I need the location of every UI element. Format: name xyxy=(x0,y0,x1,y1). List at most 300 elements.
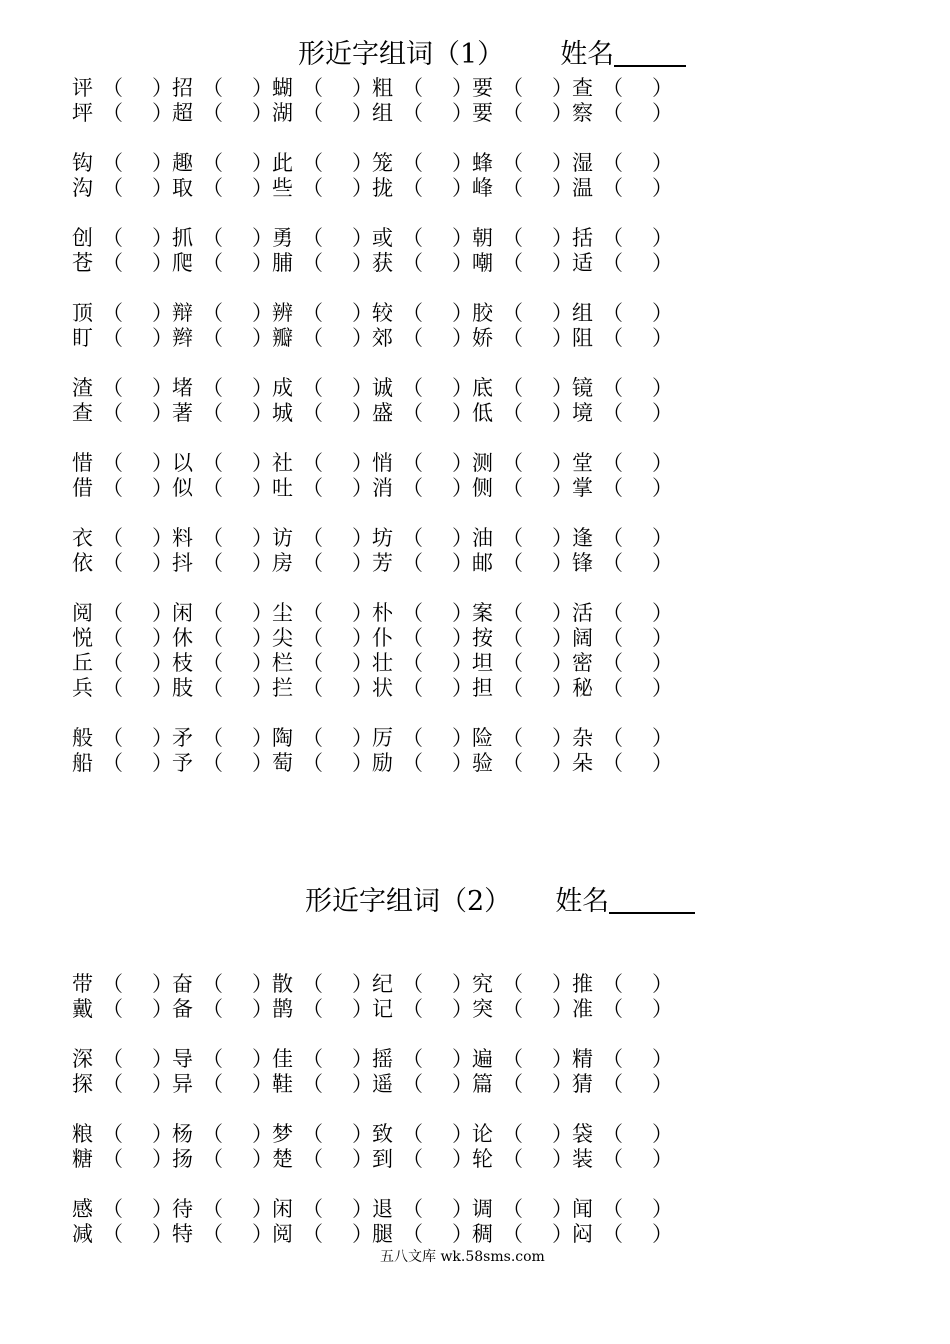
character: 超 xyxy=(172,101,193,125)
character: 肢 xyxy=(172,676,193,700)
answer-open-paren: （ xyxy=(602,301,623,325)
answer-close-paren: ） xyxy=(152,226,173,250)
character: 社 xyxy=(272,451,293,475)
answer-open-paren: （ xyxy=(602,1122,623,1146)
character: 枝 xyxy=(172,651,193,675)
character: 轮 xyxy=(472,1147,493,1171)
character: 担 xyxy=(472,676,493,700)
answer-open-paren: （ xyxy=(102,972,123,996)
answer-close-paren: ） xyxy=(152,601,173,625)
character: 闲 xyxy=(172,601,193,625)
character: 组 xyxy=(372,101,393,125)
character: 组 xyxy=(572,301,593,325)
answer-close-paren: ） xyxy=(452,972,473,996)
answer-open-paren: （ xyxy=(402,651,423,675)
answer-open-paren: （ xyxy=(402,1122,423,1146)
answer-open-paren: （ xyxy=(202,476,223,500)
character: 楚 xyxy=(272,1147,293,1171)
answer-close-paren: ） xyxy=(452,451,473,475)
answer-open-paren: （ xyxy=(202,726,223,750)
answer-close-paren: ） xyxy=(652,1222,673,1246)
answer-open-paren: （ xyxy=(102,651,123,675)
answer-close-paren: ） xyxy=(452,301,473,325)
answer-close-paren: ） xyxy=(152,1047,173,1071)
answer-open-paren: （ xyxy=(402,1197,423,1221)
character: 堵 xyxy=(172,376,193,400)
answer-open-paren: （ xyxy=(602,1147,623,1171)
answer-close-paren: ） xyxy=(152,1222,173,1246)
character: 坦 xyxy=(472,651,493,675)
answer-open-paren: （ xyxy=(102,76,123,100)
character: 验 xyxy=(472,751,493,775)
character: 依 xyxy=(72,551,93,575)
answer-close-paren: ） xyxy=(652,1197,673,1221)
character: 借 xyxy=(72,476,93,500)
section-1-name-blank[interactable] xyxy=(614,39,686,67)
answer-open-paren: （ xyxy=(602,226,623,250)
answer-close-paren: ） xyxy=(352,151,373,175)
answer-close-paren: ） xyxy=(452,376,473,400)
character: 察 xyxy=(572,101,593,125)
answer-open-paren: （ xyxy=(302,601,323,625)
character: 抓 xyxy=(172,226,193,250)
answer-open-paren: （ xyxy=(602,451,623,475)
character: 丘 xyxy=(72,651,93,675)
character: 消 xyxy=(372,476,393,500)
answer-close-paren: ） xyxy=(252,101,273,125)
answer-close-paren: ） xyxy=(652,526,673,550)
character: 陶 xyxy=(272,726,293,750)
character: 记 xyxy=(372,997,393,1021)
answer-close-paren: ） xyxy=(352,601,373,625)
character: 创 xyxy=(72,226,93,250)
answer-close-paren: ） xyxy=(252,551,273,575)
answer-open-paren: （ xyxy=(502,726,523,750)
answer-close-paren: ） xyxy=(552,551,573,575)
character: 活 xyxy=(572,601,593,625)
footer-watermark: 五八文库 wk.58sms.com xyxy=(380,1249,545,1265)
answer-close-paren: ） xyxy=(252,1047,273,1071)
character: 郊 xyxy=(372,326,393,350)
answer-close-paren: ） xyxy=(152,1147,173,1171)
answer-open-paren: （ xyxy=(402,751,423,775)
character: 笼 xyxy=(372,151,393,175)
answer-open-paren: （ xyxy=(202,676,223,700)
section-2-name-blank[interactable] xyxy=(609,886,695,914)
character: 吐 xyxy=(272,476,293,500)
answer-open-paren: （ xyxy=(602,751,623,775)
character: 著 xyxy=(172,401,193,425)
answer-open-paren: （ xyxy=(402,997,423,1021)
answer-open-paren: （ xyxy=(202,1222,223,1246)
character: 似 xyxy=(172,476,193,500)
answer-close-paren: ） xyxy=(252,526,273,550)
answer-close-paren: ） xyxy=(352,1147,373,1171)
answer-close-paren: ） xyxy=(352,251,373,275)
character: 梦 xyxy=(272,1122,293,1146)
answer-open-paren: （ xyxy=(302,526,323,550)
answer-open-paren: （ xyxy=(602,972,623,996)
answer-open-paren: （ xyxy=(502,751,523,775)
character: 辩 xyxy=(172,301,193,325)
character: 城 xyxy=(272,401,293,425)
answer-close-paren: ） xyxy=(652,151,673,175)
answer-close-paren: ） xyxy=(352,1197,373,1221)
answer-close-paren: ） xyxy=(452,1047,473,1071)
character: 特 xyxy=(172,1222,193,1246)
answer-open-paren: （ xyxy=(302,1122,323,1146)
answer-close-paren: ） xyxy=(652,676,673,700)
answer-open-paren: （ xyxy=(202,401,223,425)
character: 勇 xyxy=(272,226,293,250)
answer-close-paren: ） xyxy=(352,1222,373,1246)
answer-open-paren: （ xyxy=(102,226,123,250)
character: 闻 xyxy=(572,1197,593,1221)
character: 粗 xyxy=(372,76,393,100)
character: 阔 xyxy=(572,626,593,650)
character: 矛 xyxy=(172,726,193,750)
answer-close-paren: ） xyxy=(252,451,273,475)
answer-open-paren: （ xyxy=(202,751,223,775)
character: 湿 xyxy=(572,151,593,175)
answer-open-paren: （ xyxy=(602,376,623,400)
answer-close-paren: ） xyxy=(452,1147,473,1171)
character: 纪 xyxy=(372,972,393,996)
character: 杨 xyxy=(172,1122,193,1146)
answer-close-paren: ） xyxy=(152,301,173,325)
answer-close-paren: ） xyxy=(452,1222,473,1246)
character: 突 xyxy=(472,997,493,1021)
answer-open-paren: （ xyxy=(102,251,123,275)
character: 朴 xyxy=(372,601,393,625)
answer-close-paren: ） xyxy=(552,451,573,475)
answer-close-paren: ） xyxy=(152,476,173,500)
answer-open-paren: （ xyxy=(202,176,223,200)
answer-open-paren: （ xyxy=(302,751,323,775)
answer-open-paren: （ xyxy=(502,997,523,1021)
answer-close-paren: ） xyxy=(452,651,473,675)
answer-close-paren: ） xyxy=(152,551,173,575)
answer-open-paren: （ xyxy=(602,76,623,100)
character: 湖 xyxy=(272,101,293,125)
character: 闲 xyxy=(272,1197,293,1221)
answer-open-paren: （ xyxy=(202,226,223,250)
answer-open-paren: （ xyxy=(202,526,223,550)
character: 适 xyxy=(572,251,593,275)
character: 坪 xyxy=(72,101,93,125)
character: 逢 xyxy=(572,526,593,550)
answer-close-paren: ） xyxy=(352,326,373,350)
character: 要 xyxy=(472,101,493,125)
answer-close-paren: ） xyxy=(452,526,473,550)
answer-close-paren: ） xyxy=(252,651,273,675)
answer-close-paren: ） xyxy=(352,376,373,400)
answer-close-paren: ） xyxy=(652,972,673,996)
answer-close-paren: ） xyxy=(552,401,573,425)
answer-open-paren: （ xyxy=(602,476,623,500)
answer-open-paren: （ xyxy=(202,972,223,996)
answer-open-paren: （ xyxy=(602,676,623,700)
answer-open-paren: （ xyxy=(502,76,523,100)
answer-close-paren: ） xyxy=(152,1072,173,1096)
answer-open-paren: （ xyxy=(402,76,423,100)
answer-open-paren: （ xyxy=(202,451,223,475)
character: 尘 xyxy=(272,601,293,625)
answer-close-paren: ） xyxy=(352,476,373,500)
answer-close-paren: ） xyxy=(452,151,473,175)
answer-close-paren: ） xyxy=(152,101,173,125)
answer-close-paren: ） xyxy=(452,626,473,650)
answer-close-paren: ） xyxy=(252,476,273,500)
character: 朵 xyxy=(572,751,593,775)
answer-close-paren: ） xyxy=(652,726,673,750)
character: 娇 xyxy=(472,326,493,350)
answer-close-paren: ） xyxy=(652,326,673,350)
answer-close-paren: ） xyxy=(552,626,573,650)
answer-open-paren: （ xyxy=(102,1047,123,1071)
answer-open-paren: （ xyxy=(402,726,423,750)
character: 查 xyxy=(72,401,93,425)
character: 评 xyxy=(72,76,93,100)
character: 或 xyxy=(372,226,393,250)
answer-open-paren: （ xyxy=(302,1197,323,1221)
answer-close-paren: ） xyxy=(452,326,473,350)
answer-close-paren: ） xyxy=(552,1072,573,1096)
answer-open-paren: （ xyxy=(302,326,323,350)
answer-open-paren: （ xyxy=(602,1047,623,1071)
answer-open-paren: （ xyxy=(402,676,423,700)
answer-close-paren: ） xyxy=(152,326,173,350)
character: 料 xyxy=(172,526,193,550)
answer-open-paren: （ xyxy=(602,401,623,425)
answer-open-paren: （ xyxy=(502,972,523,996)
answer-open-paren: （ xyxy=(102,751,123,775)
character: 爬 xyxy=(172,251,193,275)
character: 诚 xyxy=(372,376,393,400)
character: 深 xyxy=(72,1047,93,1071)
character: 嘲 xyxy=(472,251,493,275)
answer-open-paren: （ xyxy=(202,626,223,650)
answer-open-paren: （ xyxy=(502,1147,523,1171)
answer-open-paren: （ xyxy=(302,176,323,200)
character: 拦 xyxy=(272,676,293,700)
answer-close-paren: ） xyxy=(452,1122,473,1146)
section-1-title-text: 形近字组词（1） xyxy=(298,39,505,70)
answer-open-paren: （ xyxy=(302,376,323,400)
answer-open-paren: （ xyxy=(602,1072,623,1096)
character: 厉 xyxy=(372,726,393,750)
character: 访 xyxy=(272,526,293,550)
character: 阻 xyxy=(572,326,593,350)
answer-close-paren: ） xyxy=(152,526,173,550)
answer-close-paren: ） xyxy=(252,226,273,250)
character: 粮 xyxy=(72,1122,93,1146)
answer-open-paren: （ xyxy=(402,151,423,175)
character: 鞋 xyxy=(272,1072,293,1096)
answer-open-paren: （ xyxy=(602,997,623,1021)
character: 状 xyxy=(372,676,393,700)
character: 散 xyxy=(272,972,293,996)
answer-close-paren: ） xyxy=(352,997,373,1021)
answer-open-paren: （ xyxy=(202,251,223,275)
character: 备 xyxy=(172,997,193,1021)
answer-open-paren: （ xyxy=(502,1047,523,1071)
answer-close-paren: ） xyxy=(252,626,273,650)
answer-open-paren: （ xyxy=(302,1047,323,1071)
answer-open-paren: （ xyxy=(202,1122,223,1146)
answer-open-paren: （ xyxy=(102,1147,123,1171)
section-1-name-label: 姓名 xyxy=(560,39,615,70)
answer-open-paren: （ xyxy=(202,301,223,325)
answer-open-paren: （ xyxy=(502,1222,523,1246)
answer-open-paren: （ xyxy=(202,76,223,100)
answer-close-paren: ） xyxy=(652,1072,673,1096)
answer-open-paren: （ xyxy=(502,676,523,700)
answer-close-paren: ） xyxy=(552,301,573,325)
answer-open-paren: （ xyxy=(302,101,323,125)
answer-close-paren: ） xyxy=(452,676,473,700)
answer-open-paren: （ xyxy=(102,301,123,325)
answer-open-paren: （ xyxy=(102,151,123,175)
answer-open-paren: （ xyxy=(102,726,123,750)
answer-close-paren: ） xyxy=(252,1072,273,1096)
character: 苍 xyxy=(72,251,93,275)
character: 究 xyxy=(472,972,493,996)
character: 准 xyxy=(572,997,593,1021)
character: 探 xyxy=(72,1072,93,1096)
answer-close-paren: ） xyxy=(652,1047,673,1071)
answer-close-paren: ） xyxy=(552,1147,573,1171)
character: 险 xyxy=(472,726,493,750)
answer-open-paren: （ xyxy=(502,601,523,625)
answer-close-paren: ） xyxy=(152,726,173,750)
answer-open-paren: （ xyxy=(402,1147,423,1171)
answer-open-paren: （ xyxy=(102,176,123,200)
character: 盛 xyxy=(372,401,393,425)
answer-close-paren: ） xyxy=(652,751,673,775)
answer-close-paren: ） xyxy=(252,76,273,100)
answer-open-paren: （ xyxy=(302,226,323,250)
answer-open-paren: （ xyxy=(102,551,123,575)
character: 萄 xyxy=(272,751,293,775)
character: 较 xyxy=(372,301,393,325)
answer-close-paren: ） xyxy=(252,151,273,175)
answer-close-paren: ） xyxy=(452,601,473,625)
character: 仆 xyxy=(372,626,393,650)
character: 括 xyxy=(572,226,593,250)
answer-close-paren: ） xyxy=(352,1072,373,1096)
character: 案 xyxy=(472,601,493,625)
answer-close-paren: ） xyxy=(152,676,173,700)
answer-close-paren: ） xyxy=(352,401,373,425)
character: 导 xyxy=(172,1047,193,1071)
answer-close-paren: ） xyxy=(152,972,173,996)
answer-close-paren: ） xyxy=(252,1147,273,1171)
answer-open-paren: （ xyxy=(502,226,523,250)
character: 招 xyxy=(172,76,193,100)
character: 遥 xyxy=(372,1072,393,1096)
answer-open-paren: （ xyxy=(302,1072,323,1096)
character: 壮 xyxy=(372,651,393,675)
answer-open-paren: （ xyxy=(502,251,523,275)
answer-close-paren: ） xyxy=(552,676,573,700)
answer-open-paren: （ xyxy=(402,101,423,125)
character: 悦 xyxy=(72,626,93,650)
answer-open-paren: （ xyxy=(502,551,523,575)
answer-close-paren: ） xyxy=(152,626,173,650)
character: 扬 xyxy=(172,1147,193,1171)
answer-open-paren: （ xyxy=(402,251,423,275)
answer-open-paren: （ xyxy=(502,526,523,550)
answer-open-paren: （ xyxy=(602,651,623,675)
character: 境 xyxy=(572,401,593,425)
character: 趣 xyxy=(172,151,193,175)
answer-close-paren: ） xyxy=(152,997,173,1021)
answer-open-paren: （ xyxy=(102,1197,123,1221)
answer-close-paren: ） xyxy=(652,601,673,625)
answer-open-paren: （ xyxy=(602,626,623,650)
character: 朝 xyxy=(472,226,493,250)
character: 异 xyxy=(172,1072,193,1096)
character: 推 xyxy=(572,972,593,996)
section-1-title xyxy=(298,32,686,71)
answer-close-paren: ） xyxy=(352,101,373,125)
character: 瓣 xyxy=(272,326,293,350)
character: 侧 xyxy=(472,476,493,500)
answer-close-paren: ） xyxy=(552,226,573,250)
character: 底 xyxy=(472,376,493,400)
answer-open-paren: （ xyxy=(502,626,523,650)
character: 杂 xyxy=(572,726,593,750)
answer-close-paren: ） xyxy=(552,251,573,275)
answer-open-paren: （ xyxy=(602,1197,623,1221)
answer-close-paren: ） xyxy=(152,651,173,675)
answer-open-paren: （ xyxy=(502,176,523,200)
answer-close-paren: ） xyxy=(652,476,673,500)
character: 带 xyxy=(72,972,93,996)
answer-open-paren: （ xyxy=(402,601,423,625)
answer-open-paren: （ xyxy=(102,476,123,500)
answer-open-paren: （ xyxy=(402,326,423,350)
answer-open-paren: （ xyxy=(402,476,423,500)
character: 秘 xyxy=(572,676,593,700)
character: 装 xyxy=(572,1147,593,1171)
answer-close-paren: ） xyxy=(652,1122,673,1146)
character: 闷 xyxy=(572,1222,593,1246)
character: 峰 xyxy=(472,176,493,200)
answer-close-paren: ） xyxy=(652,376,673,400)
answer-open-paren: （ xyxy=(202,1197,223,1221)
character: 芳 xyxy=(372,551,393,575)
character: 查 xyxy=(572,76,593,100)
answer-open-paren: （ xyxy=(602,601,623,625)
character: 袋 xyxy=(572,1122,593,1146)
character: 脯 xyxy=(272,251,293,275)
answer-close-paren: ） xyxy=(452,726,473,750)
character: 悄 xyxy=(372,451,393,475)
answer-close-paren: ） xyxy=(552,151,573,175)
answer-close-paren: ） xyxy=(152,76,173,100)
answer-open-paren: （ xyxy=(602,151,623,175)
character: 致 xyxy=(372,1122,393,1146)
answer-open-paren: （ xyxy=(302,651,323,675)
answer-close-paren: ） xyxy=(352,176,373,200)
character: 成 xyxy=(272,376,293,400)
character: 低 xyxy=(472,401,493,425)
answer-close-paren: ） xyxy=(252,972,273,996)
character: 佳 xyxy=(272,1047,293,1071)
answer-close-paren: ） xyxy=(152,251,173,275)
